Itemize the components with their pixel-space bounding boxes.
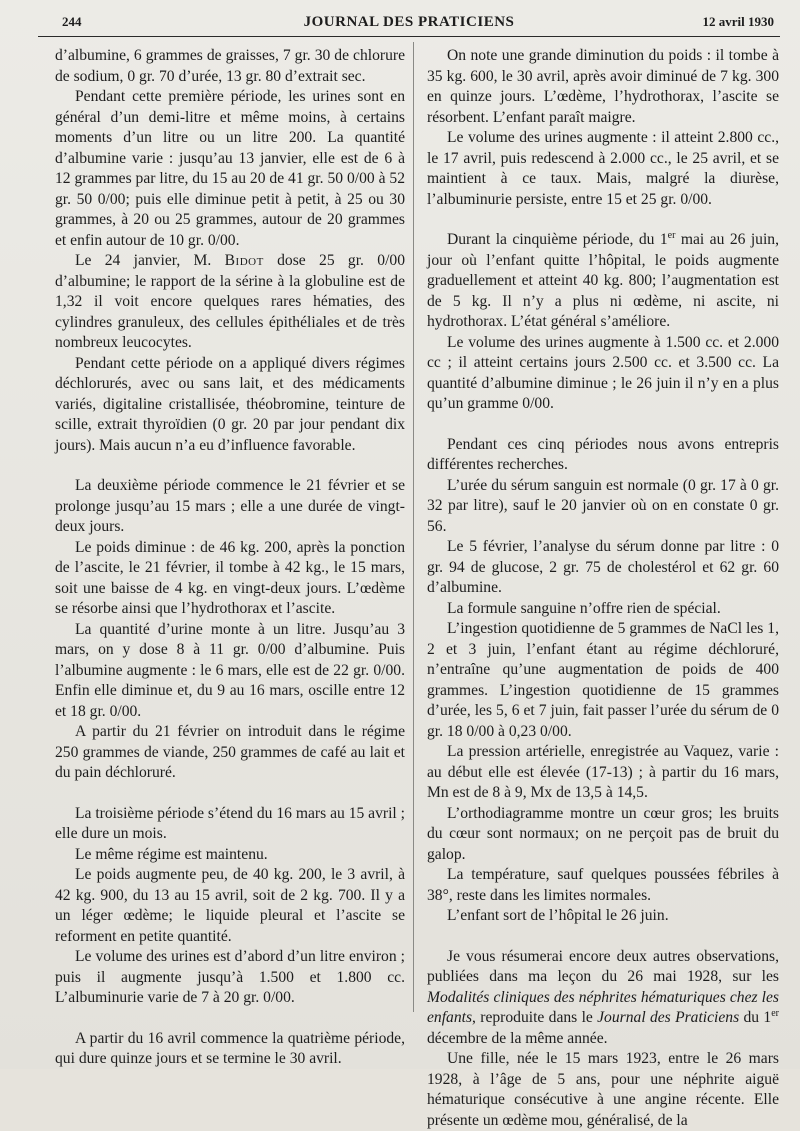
paragraph: Je vous résumerai encore deux autres observations, publiées dans ma leçon du 26 mai 1928, sur les Modalités cliniques des néphrites hématuriques chez les enfants, reproduite dans le Journal des Praticiens du 1er décembre de la même année. <box>427 947 779 1047</box>
paragraph: Le 24 janvier, M. Bidot dose 25 gr. 0/00 d’albumine; le rapport de la sérine à la globuline est de 1,32 il voit encore quelques rares hématies, des cylindres granuleux, des cellules épithéliales et de très nombreux leucocytes. <box>55 252 405 351</box>
cited-title: Modalités cliniques des néphrites hématuriques chez les enfants <box>427 988 779 1026</box>
author-name: Bidot <box>224 252 264 269</box>
cited-journal: Journal des Praticiens <box>597 1009 740 1026</box>
paragraph: La formule sanguine n’offre rien de spécial. <box>447 599 721 617</box>
paragraph: Le volume des urines augmente à 1.500 cc. et 2.000 cc ; il atteint certains jours 2.500 cc. et 3.500 cc. La quantité d’albumine diminue ; le 26 juin il n’y en a plus qu’un gramme 0/00. <box>427 333 779 412</box>
paragraph: L’ingestion quotidienne de 5 grammes de NaCl les 1, 2 et 3 juin, l’enfant étant au régime déchloruré, n’entraîne qu’une augmentation de poids de 400 grammes. L’ingestion quotidienne de 15 grammes d’urée, les 5, 6 et 7 juin, fait passer l’urée du sérum de 0 gr. 18 0/00 à 0,23 0/00. <box>427 620 779 740</box>
left-column <box>55 46 405 1070</box>
column-divider <box>413 42 414 1012</box>
running-header <box>38 12 780 37</box>
paragraph: A partir du 16 avril commence la quatrième période, qui dure quinze jours et se termine le 30 avril. <box>55 1029 405 1067</box>
paragraph: La quantité d’urine monte à un litre. Jusqu’au 3 mars, on y dose 8 à 11 gr. 0/00 d’albumine. Puis l’albumine augmente : le 6 mars, elle est de 22 gr. 0/00. Enfin elle diminue et, du 9 au 16 mars, oscille entre 12 et 18 gr. 0/00. <box>55 620 405 720</box>
paragraph: La deuxième période commence le 21 février et se prolonge jusqu’au 15 mars ; elle a une durée de vingt-deux jours. <box>55 477 405 535</box>
issue-date: 12 avril 1930 <box>702 14 774 29</box>
paragraph: L’orthodiagramme montre un cœur gros; les bruits du cœur sont normaux; on ne perçoit pas de bruit du galop. <box>427 804 779 863</box>
paragraph: La troisième période s’étend du 16 mars au 15 avril ; elle dure un mois. <box>55 804 405 842</box>
paragraph: Le poids diminue : de 46 kg. 200, après la ponction de l’ascite, le 21 février, il tombe à 42 kg., le 15 mars, soit une baisse de 4 kg. en vingt-deux jours. L’œdème se résorbe ainsi que l’hydrothorax et l’ascite. <box>55 538 405 617</box>
paragraph: L’enfant sort de l’hôpital le 26 juin. <box>447 907 669 924</box>
paragraph: La température, sauf quelques poussées fébriles à 38°, reste dans les limites normales. <box>427 866 779 904</box>
page-number: 244 <box>62 14 82 29</box>
paragraph: Une fille, née le 15 mars 1923, entre le 26 mars 1928, à l’âge de 5 ans, pour une néphrite aiguë hématurique consécutive à une angine récente. Elle présente un œdème mou, généralisé, de la <box>427 1050 779 1129</box>
paragraph: A partir du 21 février on introduit dans le régime 250 grammes de viande, 250 grammes de café au lait et du pain déchloruré. <box>55 723 405 781</box>
paragraph: La pression artérielle, enregistrée au Vaquez, varie : au début elle est élevée (17-13) ; à partir du 16 mars, Mn est de 8 à 9, Mx de 13,5 à 14,5. <box>427 743 779 801</box>
journal-title: JOURNAL DES PRATICIENS <box>303 14 515 30</box>
paragraph: Le poids augmente peu, de 40 kg. 200, le 3 avril, à 42 kg. 900, du 13 au 15 avril, soit de 2 kg. 700. Il y a un léger œdème; le liquide pleural et l’ascite se reforment en petite quantité. <box>55 866 405 945</box>
paragraph: On note une grande diminution du poids : il tombe à 35 kg. 600, le 30 avril, après avoir diminué de 7 kg. 300 en quinze jours. L’œdème, l’hydrothorax, l’ascite se résorbent. L’enfant paraît maigre. <box>427 47 779 126</box>
paragraph: Pendant cette période on a appliqué divers régimes déchlorurés, avec ou sans lait, et des médicaments variés, digitaline cristallisée, théobromine, teinture de scille, extrait thyroïdien (0 gr. 20 par jour pendant dix jours). Mais aucun n’a eu d’influence favorable. <box>55 354 405 454</box>
right-column <box>427 46 779 1131</box>
paragraph: Durant la cinquième période, du 1er mai au 26 juin, jour où l’enfant quitte l’hôpital, le poids augmente graduellement et atteint 40 kg. 800; l’augmentation est de 5 kg. Il n’y a plus ni œdème, ni ascite, ni hydrothorax. L’état général s’améliore. <box>427 229 779 330</box>
paragraph: d’albumine, 6 grammes de graisses, 7 gr. 30 de chlorure de sodium, 0 gr. 70 d’urée, 13 gr. 80 d’extrait sec. <box>55 47 405 85</box>
paragraph: Le volume des urines est d’abord d’un litre environ ; puis il augmente jusqu’à 1.500 et 1.800 cc. L’albuminurie varie de 7 à 20 gr. 0/00. <box>55 948 405 1006</box>
paragraph: Pendant cette première période, les urines sont en général d’un demi-litre et même moins, à certains moments d’un litre ou un litre 200. La quantité d’albumine varie : jusqu’au 13 janvier, elle est de 6 à 12 grammes par litre, du 15 au 20 de 41 gr. 50 0/00 à 52 gr. 50 0/00; puis elle diminue petit à petit, à 25 ou 30 grammes, à 20 ou 25 grammes, autour de 20 grammes et enfin autour de 10 gr. 0/00. <box>55 88 405 249</box>
paragraph: Le 5 février, l’analyse du sérum donne par litre : 0 gr. 94 de glucose, 2 gr. 75 de cholestérol et 62 gr. 60 d’albumine. <box>427 538 779 596</box>
paragraph: Le même régime est maintenu. <box>75 845 268 863</box>
paragraph: Pendant ces cinq périodes nous avons entrepris différentes recherches. <box>427 435 779 473</box>
paragraph: Le volume des urines augmente : il atteint 2.800 cc., le 17 avril, puis redescend à 2.000 cc., le 25 avril, et se maintient à ce taux. Mais, malgré la diurèse, l’albuminurie persiste, entre 15 et 25 gr. 0/00. <box>427 129 779 208</box>
paragraph: L’urée du sérum sanguin est normale (0 gr. 17 à 0 gr. 32 par litre), sauf le 20 janvier où on en constate 0 gr. 56. <box>427 476 779 535</box>
